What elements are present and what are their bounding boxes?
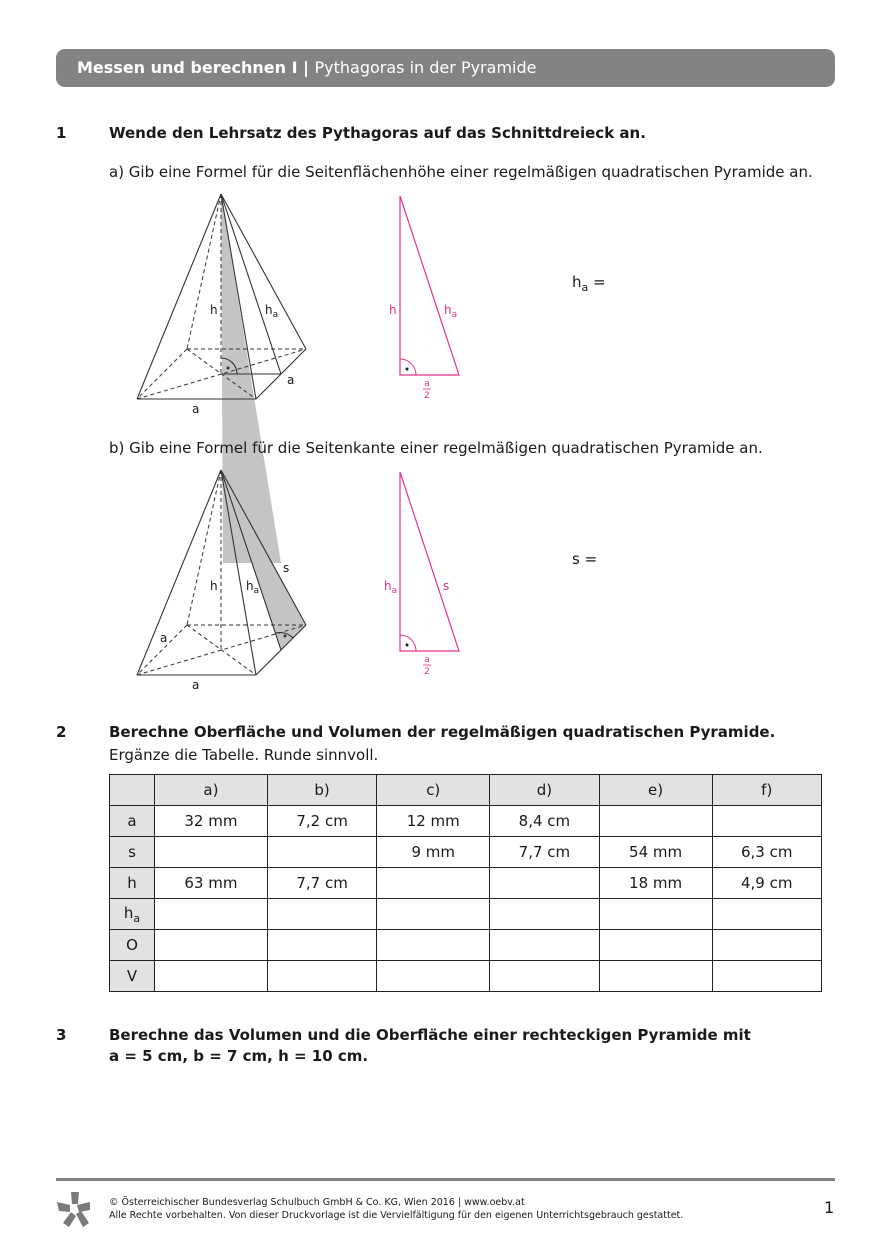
table-row [110, 961, 822, 992]
table-row [110, 899, 822, 930]
table-cell[interactable] [712, 806, 822, 837]
tri-frac-num-b: a [424, 655, 430, 665]
hidden-edges-a [137, 194, 306, 399]
table-cell[interactable] [377, 868, 490, 899]
table-cell: 18 mm [599, 868, 712, 899]
right-angle-dot-tri-a [406, 368, 409, 371]
table-cell: 7,7 cm [267, 868, 376, 899]
shaded-cross-section-b [221, 470, 306, 650]
table-cell[interactable] [267, 899, 376, 930]
table-cell[interactable] [155, 837, 268, 868]
footer-copyright: © Österreichischer Bundesverlag Schulbuch GmbH & Co. KG, Wien 2016 | www.oebv.at [109, 1197, 525, 1208]
task2-number: 2 [56, 723, 67, 741]
label-ha-a: $h_a$ [265, 303, 279, 320]
label-h-a: h [210, 303, 218, 317]
label-a-side-a: a [287, 373, 295, 387]
table-corner-cell [110, 775, 155, 806]
page-number: 1 [824, 1198, 835, 1217]
table-cell[interactable] [155, 961, 268, 992]
table-cell[interactable] [490, 899, 599, 930]
row-header: s [110, 837, 155, 868]
table-cell[interactable] [490, 961, 599, 992]
tri-frac-den-a: 2 [424, 391, 430, 401]
label-h-b: h [210, 579, 218, 593]
row-header: V [110, 961, 155, 992]
table-cell[interactable] [712, 961, 822, 992]
triangle-figure-b [380, 464, 480, 689]
footer-rights: Alle Rechte vorbehalten. Von dieser Druckvorlage ist die Vervielfältigung für den eigenen Unterrichtsgebrauch gestattet. [109, 1210, 684, 1221]
table-cell[interactable] [712, 930, 822, 961]
table-row [110, 868, 822, 899]
label-a-side-b: a [160, 631, 168, 645]
tri-frac-den-b: 2 [424, 667, 430, 677]
table-cell: 63 mm [155, 868, 268, 899]
table-cell: 32 mm [155, 806, 268, 837]
table-cell: 12 mm [377, 806, 490, 837]
column-header: d) [490, 775, 599, 806]
column-header: f) [712, 775, 822, 806]
tri-label-h-a: h [389, 303, 397, 317]
table-header-row [110, 775, 822, 806]
table-cell: 8,4 cm [490, 806, 599, 837]
triangle-figure-a [380, 188, 480, 413]
task2-title: Berechne Oberfläche und Volumen der regelmäßigen quadratischen Pyramide. [109, 723, 776, 741]
tri-label-ha-b: $h_a$ [384, 579, 398, 596]
row-header: h [110, 868, 155, 899]
table-cell[interactable] [599, 930, 712, 961]
table-row [110, 837, 822, 868]
row-header: O [110, 930, 155, 961]
column-header: c) [377, 775, 490, 806]
right-angle-arc-b [400, 635, 416, 651]
tri-frac-num-a: a [424, 379, 430, 389]
label-a-front-a: a [192, 402, 200, 416]
task1a-text: a) Gib eine Formel für die Seitenflächenhöhe einer regelmäßigen quadratischen Pyramide an. [109, 163, 813, 181]
label-a-front-b: a [192, 678, 200, 692]
table-cell[interactable] [267, 930, 376, 961]
task1-number: 1 [56, 124, 67, 142]
task3-line2: a = 5 cm, b = 7 cm, h = 10 cm. [109, 1047, 369, 1065]
formula-ha: $h_a$ = [572, 273, 606, 294]
table-cell[interactable] [155, 930, 268, 961]
table-cell: 9 mm [377, 837, 490, 868]
task3-line1: Berechne das Volumen und die Oberfläche einer rechteckigen Pyramide mit [109, 1026, 751, 1044]
table-row [110, 930, 822, 961]
table-cell[interactable] [377, 961, 490, 992]
table-cell[interactable] [490, 868, 599, 899]
tri-label-s-b: s [443, 579, 450, 593]
formula-s: s = [572, 550, 598, 568]
task2-subtitle: Ergänze die Tabelle. Runde sinnvoll. [109, 746, 379, 764]
row-header: a [110, 806, 155, 837]
header-bar [56, 49, 835, 87]
table-cell[interactable] [490, 930, 599, 961]
pyramid-figure-a [130, 188, 315, 418]
table-cell[interactable] [599, 961, 712, 992]
table-cell[interactable] [267, 837, 376, 868]
right-angle-dot-tri-b [406, 644, 409, 647]
header-topic: Pythagoras in der Pyramide [314, 58, 537, 77]
column-header: b) [267, 775, 376, 806]
label-ha-b: $h_a$ [246, 579, 260, 596]
pyramid-table [109, 774, 822, 992]
right-angle-dot-a [227, 367, 230, 370]
footer-rule [56, 1178, 835, 1181]
tri-label-ha-a: $h_a$ [444, 303, 458, 320]
table-cell[interactable] [599, 806, 712, 837]
right-angle-arc-a [400, 359, 416, 375]
table-cell[interactable] [377, 899, 490, 930]
table-row [110, 806, 822, 837]
triangle-outline-b [400, 472, 459, 651]
publisher-logo-icon [57, 1190, 91, 1228]
table-cell[interactable] [155, 899, 268, 930]
table-cell: 7,7 cm [490, 837, 599, 868]
table-cell[interactable] [599, 899, 712, 930]
table-cell[interactable] [712, 899, 822, 930]
table-cell: 54 mm [599, 837, 712, 868]
triangle-outline-a [400, 196, 459, 375]
pyramid-figure-b [130, 464, 315, 696]
right-angle-dot-b [284, 635, 287, 638]
table-cell: 6,3 cm [712, 837, 822, 868]
header-title: Messen und berechnen I [77, 58, 298, 77]
table-cell[interactable] [377, 930, 490, 961]
table-cell: 7,2 cm [267, 806, 376, 837]
row-header: $h_a$ [110, 899, 155, 930]
column-header: a) [155, 775, 268, 806]
label-s-b: s [283, 561, 290, 575]
table-cell: 4,9 cm [712, 868, 822, 899]
table-cell[interactable] [267, 961, 376, 992]
task1-title: Wende den Lehrsatz des Pythagoras auf das Schnittdreieck an. [109, 124, 646, 142]
header-separator: | [303, 58, 309, 77]
task1b-text: b) Gib eine Formel für die Seitenkante einer regelmäßigen quadratischen Pyramide an. [109, 439, 763, 457]
task3-number: 3 [56, 1026, 67, 1044]
column-header: e) [599, 775, 712, 806]
